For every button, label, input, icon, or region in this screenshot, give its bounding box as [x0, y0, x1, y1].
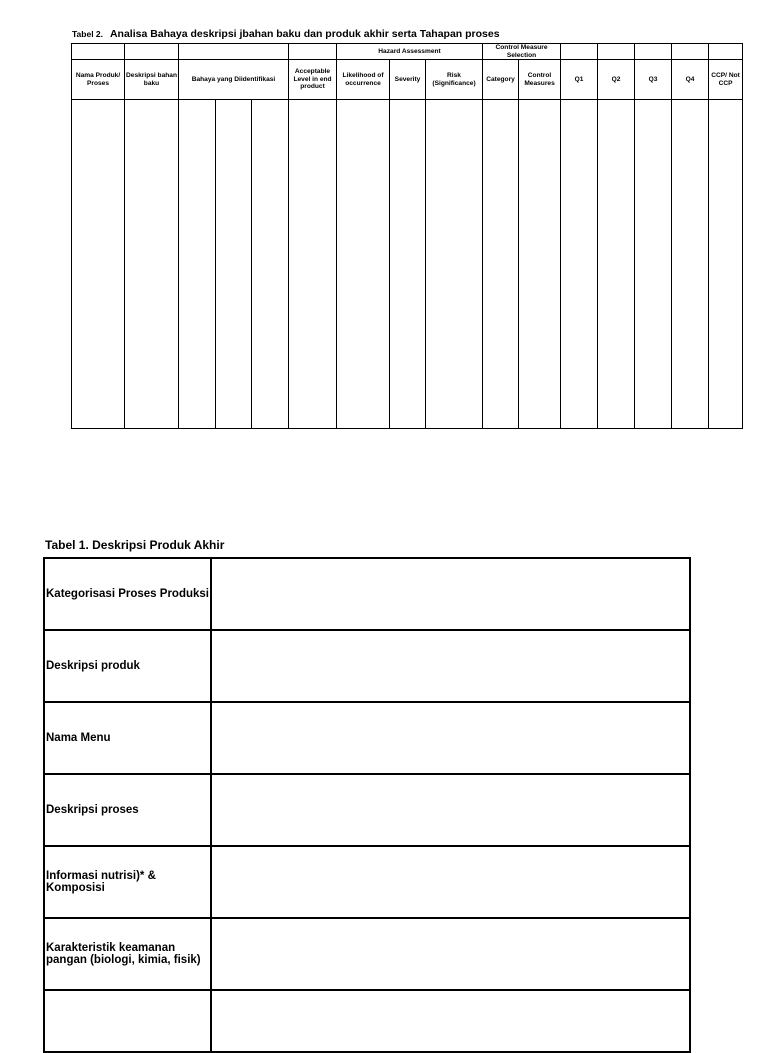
row-label — [44, 990, 211, 1052]
body-cell[interactable] — [72, 100, 125, 429]
col-ccp: CCP/ Not CCP — [709, 60, 743, 100]
table-row — [44, 630, 690, 702]
header-cell — [72, 44, 125, 60]
row-label: Informasi nutrisi)* & Komposisi — [44, 846, 211, 918]
row-label: Karakteristik keamanan pangan (biologi, kimia, fisik) — [44, 918, 211, 990]
col-q1: Q1 — [561, 60, 598, 100]
table-row — [44, 990, 690, 1052]
control-measure-selection-header: Control Measure Selection — [483, 44, 561, 60]
table2-title — [72, 28, 500, 40]
hazard-assessment-header: Hazard Assessment — [337, 44, 483, 60]
hazard-analysis-table — [71, 43, 743, 429]
col-category: Category — [483, 60, 519, 100]
row-label: Deskripsi produk — [44, 630, 211, 702]
header-cell — [289, 44, 337, 60]
col-likelihood: Likelihood of occurrence — [337, 60, 390, 100]
body-cell[interactable] — [672, 100, 709, 429]
table2-label: Tabel 2. — [72, 29, 104, 39]
value-cell[interactable] — [211, 918, 690, 990]
table-row — [44, 918, 690, 990]
value-cell[interactable] — [211, 990, 690, 1052]
table2-title-text: Analisa Bahaya deskripsi jbahan baku dan produk akhir serta Tahapan proses — [109, 28, 500, 40]
header-cell — [709, 44, 743, 60]
header-cell — [125, 44, 179, 60]
body-cell[interactable] — [709, 100, 743, 429]
col-q4: Q4 — [672, 60, 709, 100]
col-deskripsi-bahan: Deskripsi bahan baku — [125, 60, 179, 100]
body-cell[interactable] — [635, 100, 672, 429]
table1-title: Tabel 1. Deskripsi Produk Akhir — [45, 538, 225, 552]
table-row — [44, 774, 690, 846]
table-row — [44, 702, 690, 774]
header-cell — [179, 44, 289, 60]
header-cell — [635, 44, 672, 60]
table2-group-header-row — [72, 44, 743, 60]
col-nama-produk: Nama Produk/ Proses — [72, 60, 125, 100]
value-cell[interactable] — [211, 846, 690, 918]
value-cell[interactable] — [211, 630, 690, 702]
col-risk: Risk (Significance) — [426, 60, 483, 100]
col-q3: Q3 — [635, 60, 672, 100]
row-label: Kategorisasi Proses Produksi — [44, 558, 211, 630]
col-control-measures: Control Measures — [519, 60, 561, 100]
body-cell[interactable] — [598, 100, 635, 429]
table2-body-row — [72, 100, 743, 429]
body-cell[interactable] — [337, 100, 390, 429]
header-cell — [672, 44, 709, 60]
col-severity: Severity — [390, 60, 426, 100]
body-cell[interactable] — [561, 100, 598, 429]
value-cell[interactable] — [211, 558, 690, 630]
body-cell[interactable] — [483, 100, 519, 429]
body-cell[interactable] — [216, 100, 252, 429]
body-cell[interactable] — [179, 100, 216, 429]
row-label: Deskripsi proses — [44, 774, 211, 846]
row-label: Nama Menu — [44, 702, 211, 774]
body-cell[interactable] — [289, 100, 337, 429]
header-cell — [598, 44, 635, 60]
body-cell[interactable] — [519, 100, 561, 429]
table2-column-header-row — [72, 60, 743, 100]
value-cell[interactable] — [211, 702, 690, 774]
body-cell[interactable] — [125, 100, 179, 429]
col-bahaya: Bahaya yang Diidentifikasi — [179, 60, 289, 100]
body-cell[interactable] — [426, 100, 483, 429]
body-cell[interactable] — [252, 100, 289, 429]
body-cell[interactable] — [390, 100, 426, 429]
col-acceptable-level: Acceptable Level in end product — [289, 60, 337, 100]
product-description-table — [43, 557, 691, 1053]
value-cell[interactable] — [211, 774, 690, 846]
col-q2: Q2 — [598, 60, 635, 100]
header-cell — [561, 44, 598, 60]
table-row — [44, 846, 690, 918]
table-row — [44, 558, 690, 630]
